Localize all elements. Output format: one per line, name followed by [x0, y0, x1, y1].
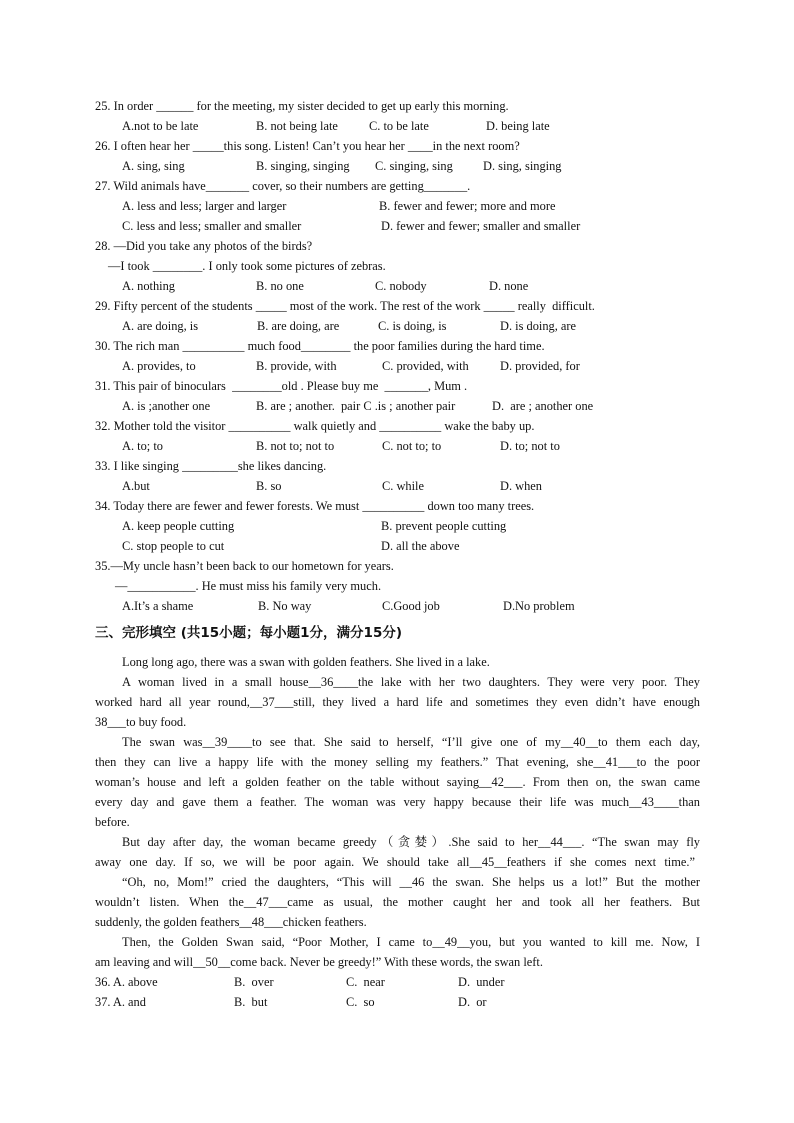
question-32-option-c[interactable]: C. not to; to: [382, 439, 442, 453]
passage-line: A woman lived in a small house__36____the lake with her two daughters. They were very poor. They: [122, 675, 700, 689]
question-27-option-d[interactable]: D. fewer and fewer; smaller and smaller: [381, 219, 581, 233]
question-29-option-d[interactable]: D. is doing, are: [500, 319, 577, 333]
question-35-option-a[interactable]: A.It’s a shame: [122, 599, 194, 613]
question-32-stem: 32. Mother told the visitor __________ walk quietly and __________ wake the baby up.: [95, 419, 535, 433]
question-30-option-d[interactable]: D. provided, for: [500, 359, 580, 373]
question-26-option-b[interactable]: B. singing, singing: [256, 159, 350, 173]
question-30-option-a[interactable]: A. provides, to: [122, 359, 196, 373]
passage-line: Long long ago, there was a swan with golden feathers. She lived in a lake.: [122, 655, 490, 669]
question-33-stem: 33. I like singing _________she likes dancing.: [95, 459, 327, 473]
question-32-option-d[interactable]: D. to; not to: [500, 439, 560, 453]
question-26-stem: 26. I often hear her _____this song. Listen! Can’t you hear her ____in the next room?: [95, 139, 520, 153]
passage-line: away one day. If so, we will be poor again. We should take all__45__feathers if she comes next time.”: [95, 855, 695, 869]
question-29-option-b[interactable]: B. are doing, are: [257, 319, 340, 333]
question-28-option-a[interactable]: A. nothing: [122, 279, 176, 293]
question-28-stem: 28. —Did you take any photos of the birds?: [95, 239, 313, 253]
question-35-option-b[interactable]: B. No way: [258, 599, 312, 613]
question-30-option-b[interactable]: B. provide, with: [256, 359, 337, 373]
question-25-stem: 25. In order ______ for the meeting, my sister decided to get up early this morning.: [95, 99, 509, 113]
question-31-stem: 31. This pair of binoculars ________old . Please buy me _______, Mum .: [95, 379, 468, 393]
question-25-option-a[interactable]: A.not to be late: [122, 119, 199, 133]
question-26-option-c[interactable]: C. singing, sing: [375, 159, 453, 173]
question-37-option-c[interactable]: C. so: [346, 995, 375, 1009]
question-30-option-c[interactable]: C. provided, with: [382, 359, 469, 373]
passage-line: The swan was__39____to see that. She said to herself, “I’ll give one of my__40__to them each day,: [122, 735, 700, 749]
question-37-option-d[interactable]: D. or: [458, 995, 487, 1009]
question-29-option-c[interactable]: C. is doing, is: [378, 319, 447, 333]
passage-line: woman’s house and left a golden feather on the table without saying__42___. From then on, the swan came: [95, 775, 700, 789]
question-34-option-d[interactable]: D. all the above: [381, 539, 460, 553]
passage-line: before.: [95, 815, 130, 829]
question-35-response: —___________. He must miss his family very much.: [115, 579, 382, 593]
question-27-option-b[interactable]: B. fewer and fewer; more and more: [379, 199, 556, 213]
question-28-option-b[interactable]: B. no one: [256, 279, 304, 293]
question-33-option-c[interactable]: C. while: [382, 479, 424, 493]
passage-line: wouldn’t listen. When the__47___came as usual, the mother caught her and took all her feathers. But: [95, 895, 700, 909]
question-26-option-a[interactable]: A. sing, sing: [122, 159, 185, 173]
question-27-stem: 27. Wild animals have_______ cover, so their numbers are getting_______.: [95, 179, 471, 193]
section-heading: 三、完形填空 (共15小题；每小题1分，满分15分): [95, 625, 403, 641]
passage-line: But day after day, the woman became greedy（贪婪）.She said to her__44___. “The swan may fly: [122, 835, 700, 849]
question-35-option-d[interactable]: D.No problem: [503, 599, 575, 613]
question-34-option-a[interactable]: A. keep people cutting: [122, 519, 235, 533]
question-29-stem: 29. Fifty percent of the students _____ most of the work. The rest of the work _____ really difficult.: [95, 299, 595, 313]
question-31-option-a[interactable]: A. is ;another one: [122, 399, 211, 413]
question-33-option-d[interactable]: D. when: [500, 479, 542, 493]
question-36-option-b[interactable]: B. over: [234, 975, 274, 989]
question-35-stem: 35.—My uncle hasn’t been back to our hometown for years.: [95, 559, 394, 573]
question-34-option-b[interactable]: B. prevent people cutting: [381, 519, 507, 533]
question-33-option-b[interactable]: B. so: [256, 479, 282, 493]
question-28-option-c[interactable]: C. nobody: [375, 279, 427, 293]
passage-line: every day and gave them a feather. The woman was very happy because their life was much__43____than: [95, 795, 700, 809]
question-31-option-b-c[interactable]: B. are ; another. pair C .is ; another pair: [256, 399, 456, 413]
question-32-option-b[interactable]: B. not to; not to: [256, 439, 335, 453]
question-36-option-d[interactable]: D. under: [458, 975, 505, 989]
passage-line: am leaving and will__50__come back. Never be greedy!” With these words, the swan left.: [95, 955, 543, 969]
question-34-stem: 34. Today there are fewer and fewer forests. We must __________ down too many trees.: [95, 499, 535, 513]
question-34-option-c[interactable]: C. stop people to cut: [122, 539, 225, 553]
passage-line: 38___to buy food.: [95, 715, 187, 729]
passage-line: worked hard all year round,__37___still, they lived a hard life and sometimes they even didn’t have enough: [95, 695, 700, 709]
passage-line: “Oh, no, Mom!” cried the daughters, “This will __46 the swan. She helps us a lot!” But the mother: [122, 875, 700, 889]
question-26-option-d[interactable]: D. sing, singing: [483, 159, 562, 173]
question-31-option-d[interactable]: D. are ; another one: [492, 399, 594, 413]
question-33-option-a[interactable]: A.but: [122, 479, 150, 493]
question-36-option-c[interactable]: C. near: [346, 975, 385, 989]
question-25-option-d[interactable]: D. being late: [486, 119, 550, 133]
question-29-option-a[interactable]: A. are doing, is: [122, 319, 199, 333]
question-25-option-c[interactable]: C. to be late: [369, 119, 429, 133]
question-27-option-c[interactable]: C. less and less; smaller and smaller: [122, 219, 302, 233]
question-32-option-a[interactable]: A. to; to: [122, 439, 163, 453]
question-28-option-d[interactable]: D. none: [489, 279, 529, 293]
question-37-option-a[interactable]: 37. A. and: [95, 995, 146, 1009]
question-25-option-b[interactable]: B. not being late: [256, 119, 338, 133]
question-28-response: —I took ________. I only took some pictures of zebras.: [108, 259, 386, 273]
passage-line: suddenly, the golden feathers__48___chicken feathers.: [95, 915, 367, 929]
question-37-option-b[interactable]: B. but: [234, 995, 268, 1009]
passage-line: Then, the Golden Swan said, “Poor Mother, I came to__49__you, but you wanted to kill me. Now, I: [122, 935, 700, 949]
question-35-option-c[interactable]: C.Good job: [382, 599, 440, 613]
question-27-option-a[interactable]: A. less and less; larger and larger: [122, 199, 287, 213]
question-36-option-a[interactable]: 36. A. above: [95, 975, 158, 989]
passage-line: then they can live a happy life with the money selling my feathers.” That evening, she__41___to the poor: [95, 755, 700, 769]
question-30-stem: 30. The rich man __________ much food________ the poor families during the hard time.: [95, 339, 545, 353]
